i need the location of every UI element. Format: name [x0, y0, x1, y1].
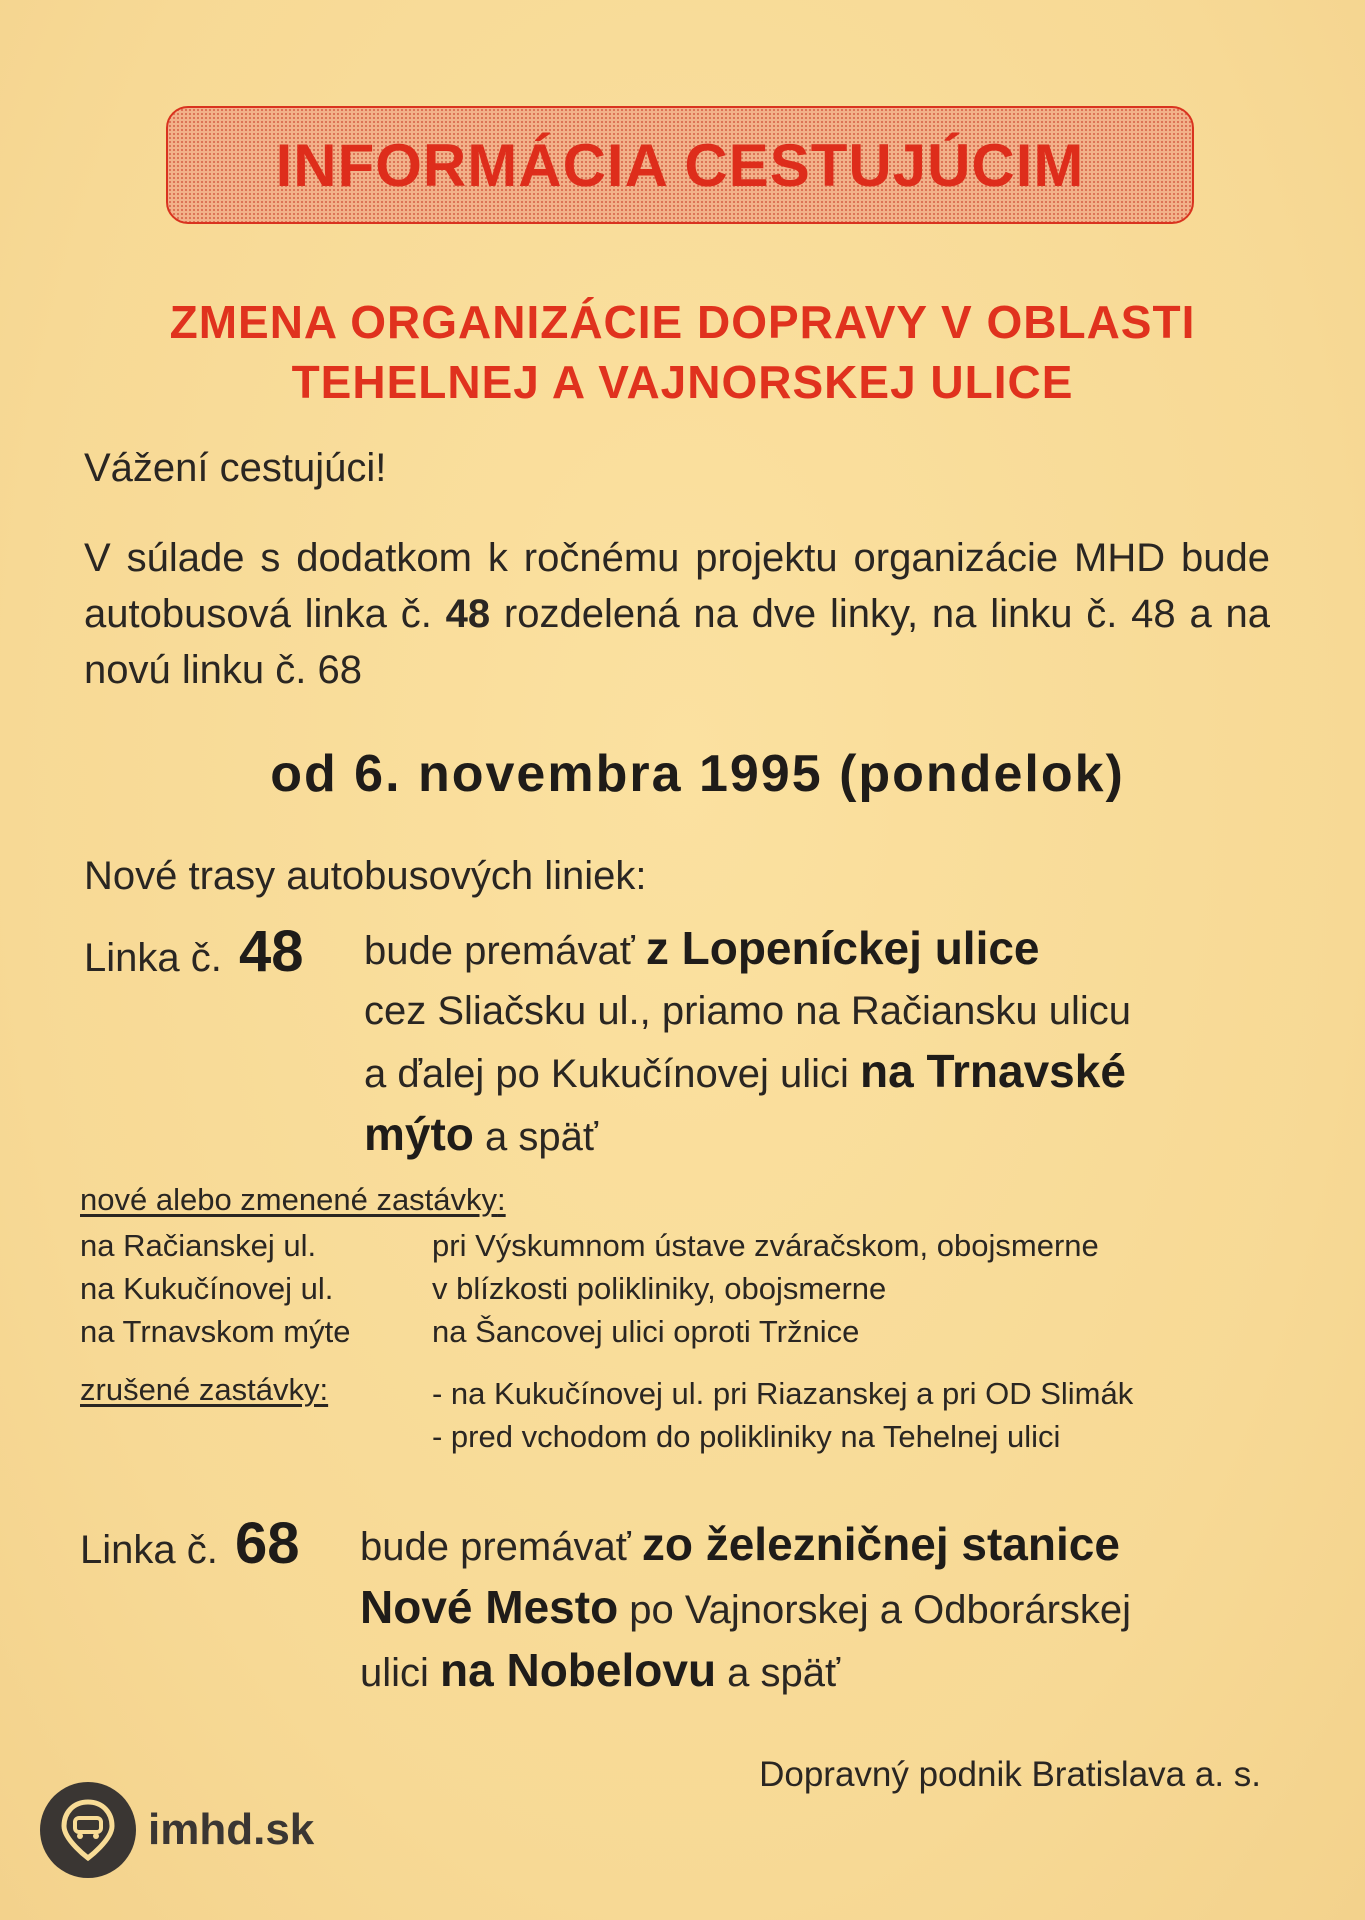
line-48-t4: a späť: [473, 1115, 598, 1159]
cancelled-stops-list: [432, 1372, 1133, 1458]
line-68-label: [80, 1510, 300, 1577]
stop-location: na Trnavskom mýte: [80, 1314, 351, 1349]
cancelled-stops-heading: [80, 1372, 328, 1408]
line-68-t2: po Vajnorskej a Odborárskej: [618, 1588, 1132, 1632]
stop-location: na Račianskej ul.: [80, 1228, 317, 1263]
intro-paragraph: [84, 530, 1270, 698]
line-48-b3: mýto: [364, 1108, 474, 1160]
line-48-number: 48: [238, 919, 304, 984]
line-68-label-text: Linka č.: [80, 1528, 218, 1572]
cancelled-stops-heading-text: zrušené zastávky: [80, 1372, 320, 1407]
line-48-label: [84, 918, 304, 985]
imhd-logo: [40, 1782, 314, 1878]
cancelled-stops-colon: :: [319, 1372, 329, 1407]
cancelled-stop-item: - pred vchodom do polikliniky na Tehelnej ulici: [432, 1419, 1061, 1454]
stop-row: [80, 1224, 1099, 1267]
line-68-number: 68: [234, 1511, 300, 1576]
new-stops-colon: :: [497, 1182, 506, 1217]
line-68-t1: bude premávať: [360, 1525, 642, 1569]
banner-title: INFORMÁCIA CESTUJÚCIM: [275, 131, 1085, 199]
title-banner: [166, 106, 1194, 224]
subtitle-line-1: ZMENA ORGANIZÁCIE DOPRAVY V OBLASTI: [169, 296, 1196, 348]
line-68-b2: Nové Mesto: [360, 1581, 619, 1633]
new-stops-heading: [80, 1182, 506, 1218]
intro-line-number: 48: [445, 592, 491, 636]
subtitle-line-2: TEHELNEJ A VAJNORSKEJ ULICE: [291, 356, 1074, 408]
line-48-t2: cez Sliačsku ul., priamo na Račiansku ulicu: [364, 989, 1132, 1033]
routes-heading: Nové trasy autobusových liniek:: [84, 854, 647, 898]
greeting: Vážení cestujúci!: [84, 446, 387, 490]
new-stops-table: [80, 1224, 1099, 1353]
stop-row: [80, 1267, 1099, 1310]
notice-subtitle: [60, 292, 1305, 412]
logo-text: imhd.sk: [148, 1805, 315, 1854]
stop-description: na Šancovej ulici oproti Tržnice: [432, 1314, 860, 1349]
effective-date: od 6. novembra 1995 (pondelok): [270, 745, 1125, 803]
line-48-b2: na Trnavské: [859, 1045, 1126, 1097]
intro-part-1: V súlade s dodatkom k ročnému projektu organizácie MHD bude autobusová linka č.: [84, 536, 1270, 636]
line-68-b1: zo železničnej stanice: [641, 1518, 1120, 1570]
cancelled-stop-item: - na Kukučínovej ul. pri Riazanskej a pri OD Slimák: [432, 1376, 1134, 1411]
line-68-t3: ulici: [360, 1651, 441, 1695]
stop-description: v blízkosti polikliniky, obojsmerne: [432, 1271, 887, 1306]
signature: Dopravný podnik Bratislava a. s.: [759, 1755, 1261, 1794]
line-48-label-text: Linka č.: [84, 936, 222, 980]
line-68-t4: a späť: [716, 1651, 841, 1695]
line-48-b1: z Lopeníckej ulice: [645, 922, 1040, 974]
new-stops-heading-text: nové alebo zmenené zastávky: [80, 1182, 498, 1217]
bus-pin-icon: [40, 1782, 136, 1878]
intro-part-2: rozdelená na dve linky, na linku č. 48 a na novú linku č. 68: [84, 592, 1270, 692]
stop-location: na Kukučínovej ul.: [80, 1271, 334, 1306]
line-68-b3: na Nobelovu: [440, 1644, 717, 1696]
line-48-route: [364, 918, 1324, 1167]
line-68-route: [360, 1514, 1320, 1703]
line-48-t3: a ďalej po Kukučínovej ulici: [364, 1052, 860, 1096]
line-48-t1: bude premávať: [364, 929, 646, 973]
stop-description: pri Výskumnom ústave zváračskom, obojsmerne: [432, 1228, 1099, 1263]
stop-row: [80, 1310, 1099, 1353]
